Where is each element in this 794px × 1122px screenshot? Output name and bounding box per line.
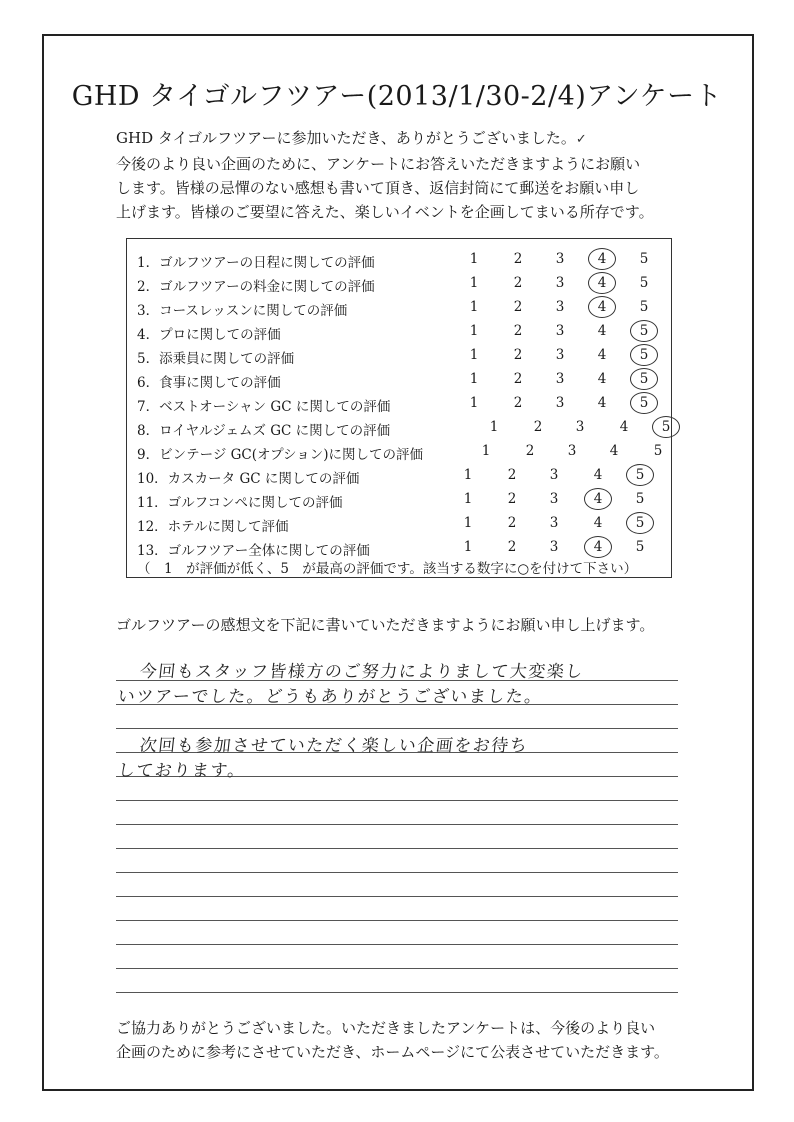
rating-option[interactable]: 1	[469, 275, 479, 291]
rating-row	[127, 439, 671, 463]
rating-option[interactable]: 2	[513, 299, 523, 315]
rating-option[interactable]: 3	[555, 251, 565, 267]
intro-line-1: GHD タイゴルフツアーに参加いただき、ありがとうございました。✓	[116, 129, 587, 147]
rating-option[interactable]: 3	[567, 443, 577, 459]
intro-line-2: 今後のより良い企画のために、アンケートにお答えいただきますようにお願い	[116, 155, 641, 173]
rating-option[interactable]: 5	[635, 515, 645, 531]
writing-line	[116, 872, 678, 873]
selected-circle-mark	[630, 392, 658, 414]
rating-option[interactable]: 3	[549, 467, 559, 483]
rating-option[interactable]: 5	[639, 251, 649, 267]
rating-row	[127, 271, 671, 295]
intro-line-4: 上げます。皆様のご要望に答えた、楽しいイベントを企画してまいる所存です。	[116, 203, 654, 221]
handwritten-comment-line-1: 今回もスタッフ皆様方のご努力によりまして大変楽し	[138, 662, 585, 682]
rating-option[interactable]: 4	[597, 251, 607, 267]
writing-line	[116, 728, 678, 729]
rating-row	[127, 367, 671, 391]
ratings-table	[126, 238, 672, 578]
rating-option[interactable]: 5	[635, 539, 645, 555]
closing-text	[116, 1016, 669, 1064]
rating-option[interactable]: 5	[639, 395, 649, 411]
rating-option[interactable]: 1	[469, 395, 479, 411]
rating-option[interactable]: 3	[555, 347, 565, 363]
rating-row	[127, 511, 671, 535]
selected-circle-mark	[630, 320, 658, 342]
rating-option[interactable]: 2	[513, 371, 523, 387]
rating-option[interactable]: 2	[513, 323, 523, 339]
rating-question: 5．添乗員に関しての評価	[137, 351, 295, 367]
ratings-note: （ 1 が評価が低く、5 が最高の評価です。該当する数字に○を付けて下さい）	[137, 561, 638, 577]
rating-row	[127, 535, 671, 559]
rating-option[interactable]: 5	[635, 491, 645, 507]
rating-option[interactable]: 4	[597, 275, 607, 291]
rating-option[interactable]: 1	[463, 539, 473, 555]
rating-option[interactable]: 1	[463, 467, 473, 483]
handwritten-comment-line-2: いツアーでした。どうもありがとうございました。	[116, 687, 544, 707]
rating-option[interactable]: 3	[555, 395, 565, 411]
rating-option[interactable]: 4	[597, 299, 607, 315]
writing-line	[116, 896, 678, 897]
rating-option[interactable]: 5	[639, 371, 649, 387]
rating-option[interactable]: 4	[597, 395, 607, 411]
rating-option[interactable]: 4	[593, 539, 603, 555]
rating-option[interactable]: 4	[619, 419, 629, 435]
rating-option[interactable]: 1	[469, 323, 479, 339]
rating-option[interactable]: 5	[639, 275, 649, 291]
rating-question: 6．食事に関しての評価	[137, 375, 281, 391]
rating-row	[127, 391, 671, 415]
rating-option[interactable]: 2	[507, 539, 517, 555]
writing-line	[116, 968, 678, 969]
rating-option[interactable]: 3	[575, 419, 585, 435]
rating-option[interactable]: 3	[555, 299, 565, 315]
rating-option[interactable]: 3	[555, 275, 565, 291]
rating-option[interactable]: 5	[639, 323, 649, 339]
rating-option[interactable]: 3	[549, 539, 559, 555]
rating-option[interactable]: 3	[549, 515, 559, 531]
selected-circle-mark	[630, 344, 658, 366]
handwritten-comment-line-3: 次回も参加させていただく楽しい企画をお待ち	[138, 736, 530, 756]
rating-question: 1．ゴルフツアーの日程に関しての評価	[137, 255, 375, 271]
rating-option[interactable]: 2	[513, 347, 523, 363]
rating-option[interactable]: 2	[507, 491, 517, 507]
rating-option[interactable]: 1	[463, 491, 473, 507]
rating-option[interactable]: 1	[469, 251, 479, 267]
rating-option[interactable]: 1	[463, 515, 473, 531]
selected-circle-mark	[588, 272, 616, 294]
checkmark-icon: ✓	[575, 132, 587, 147]
selected-circle-mark	[584, 536, 612, 558]
writing-line	[116, 992, 678, 993]
rating-option[interactable]: 4	[597, 371, 607, 387]
rating-question: 10．カスカータ GC に関しての評価	[137, 471, 360, 487]
closing-line-1: ご協力ありがとうございました。いただきましたアンケートは、今後のより良い	[116, 1019, 656, 1037]
rating-question: 9．ビンテージ GC(オプション)に関しての評価	[137, 447, 424, 463]
rating-row	[127, 415, 671, 439]
rating-question: 3．コースレッスンに関しての評価	[137, 303, 348, 319]
rating-row	[127, 319, 671, 343]
writing-line	[116, 848, 678, 849]
closing-line-2: 企画のために参考にさせていただき、ホームページにて公表させていただきます。	[116, 1043, 669, 1061]
selected-circle-mark	[584, 488, 612, 510]
rating-option[interactable]: 2	[513, 395, 523, 411]
rating-row	[127, 487, 671, 511]
rating-option[interactable]: 2	[507, 515, 517, 531]
writing-line	[116, 824, 678, 825]
rating-option[interactable]: 3	[549, 491, 559, 507]
rating-row	[127, 343, 671, 367]
rating-question: 7．ベストオーシャン GC に関しての評価	[137, 399, 391, 415]
rating-option[interactable]: 4	[593, 467, 603, 483]
intro-line-3: します。皆様の忌憚のない感想も書いて頂き、返信封筒にて郵送をお願い申し	[116, 179, 640, 197]
rating-row	[127, 463, 671, 487]
rating-question: 4．プロに関しての評価	[137, 327, 281, 343]
rating-option[interactable]: 4	[593, 491, 603, 507]
rating-option[interactable]: 5	[639, 299, 649, 315]
rating-option[interactable]: 4	[597, 347, 607, 363]
rating-option[interactable]: 5	[653, 443, 663, 459]
rating-option[interactable]: 1	[469, 299, 479, 315]
rating-option[interactable]: 4	[597, 323, 607, 339]
rating-option[interactable]: 2	[513, 251, 523, 267]
selected-circle-mark	[630, 368, 658, 390]
rating-option[interactable]: 2	[513, 275, 523, 291]
rating-option[interactable]: 5	[635, 467, 645, 483]
rating-option[interactable]: 1	[489, 419, 499, 435]
rating-option[interactable]: 3	[555, 371, 565, 387]
selected-circle-mark	[626, 464, 654, 486]
writing-line	[116, 944, 678, 945]
rating-option[interactable]: 5	[661, 419, 671, 435]
rating-option[interactable]: 1	[469, 371, 479, 387]
rating-option[interactable]: 4	[609, 443, 619, 459]
rating-option[interactable]: 2	[525, 443, 535, 459]
rating-question: 12．ホテルに関して評価	[137, 519, 289, 535]
rating-row	[127, 247, 671, 271]
rating-question: 2．ゴルフツアーの料金に関しての評価	[137, 279, 375, 295]
rating-question: 13．ゴルフツアー全体に関しての評価	[137, 543, 370, 559]
selected-circle-mark	[588, 248, 616, 270]
rating-row	[127, 295, 671, 319]
writing-line	[116, 800, 678, 801]
rating-option[interactable]: 4	[593, 515, 603, 531]
writing-line	[116, 920, 678, 921]
rating-question: 11．ゴルフコンペに関しての評価	[137, 495, 343, 511]
intro-text	[116, 126, 716, 224]
rating-option[interactable]: 2	[507, 467, 517, 483]
selected-circle-mark	[588, 296, 616, 318]
selected-circle-mark	[652, 416, 680, 438]
rating-option[interactable]: 1	[481, 443, 491, 459]
handwritten-comment-line-4: しております。	[116, 761, 247, 781]
survey-title: GHD タイゴルフツアー(2013/1/30-2/4)アンケート	[71, 81, 723, 112]
rating-option[interactable]: 2	[533, 419, 543, 435]
rating-option[interactable]: 3	[555, 323, 565, 339]
rating-option[interactable]: 5	[639, 347, 649, 363]
selected-circle-mark	[626, 512, 654, 534]
comment-prompt: ゴルフツアーの感想文を下記に書いていただきますようにお願い申し上げます。	[116, 616, 655, 634]
rating-option[interactable]: 1	[469, 347, 479, 363]
rating-question: 8．ロイヤルジェムズ GC に関しての評価	[137, 423, 391, 439]
